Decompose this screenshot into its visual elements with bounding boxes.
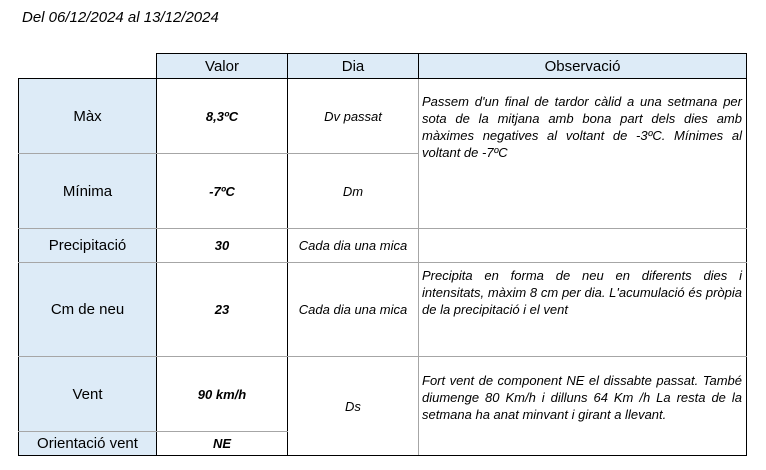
header-blank-cell <box>19 54 157 79</box>
value-orientacio: NE <box>157 432 288 456</box>
value-max: 8,3ºC <box>157 79 288 154</box>
column-header-dia: Dia <box>288 54 419 79</box>
value-neu: 23 <box>157 263 288 357</box>
day-precipitacio: Cada dia una mica <box>288 229 419 263</box>
column-header-observacio: Observació <box>419 54 747 79</box>
row-neu <box>19 263 747 357</box>
observation-wind: Fort vent de component NE el dissabte passat. També diumenge 80 Km/h i dilluns 64 Km /h La resta de la setmana ha anat minvant i girant a llevant. <box>419 357 747 456</box>
day-max: Dv passat <box>288 79 419 154</box>
date-range-title: Del 06/12/2024 al 13/12/2024 <box>22 9 219 26</box>
row-label-orientacio: Orientació vent <box>19 432 157 456</box>
row-label-vent: Vent <box>19 357 157 432</box>
value-vent: 90 km/h <box>157 357 288 432</box>
row-label-max: Màx <box>19 79 157 154</box>
row-max <box>19 79 747 154</box>
row-label-min: Mínima <box>19 154 157 229</box>
day-neu: Cada dia una mica <box>288 263 419 357</box>
observation-snow: Precipita en forma de neu en diferents dies i intensitats, màxim 8 cm per dia. L'acumulació és pròpia de la precipitació i el vent <box>419 263 747 357</box>
day-vent: Ds <box>288 357 419 456</box>
weekly-weather-table <box>18 53 747 456</box>
value-precipitacio: 30 <box>157 229 288 263</box>
row-label-neu: Cm de neu <box>19 263 157 357</box>
value-min: -7ºC <box>157 154 288 229</box>
header-row <box>19 54 747 79</box>
row-label-precipitacio: Precipitació <box>19 229 157 263</box>
observation-temperatures: Passem d'un final de tardor càlid a una setmana per sota de la mitjana amb bona part dels dies amb màximes negatives al voltant de -3ºC. Mínimes al voltant de -7ºC <box>419 79 747 229</box>
row-precipitacio <box>19 229 747 263</box>
column-header-valor: Valor <box>157 54 288 79</box>
observation-precipitation <box>419 229 747 263</box>
day-min: Dm <box>288 154 419 229</box>
row-vent <box>19 357 747 432</box>
